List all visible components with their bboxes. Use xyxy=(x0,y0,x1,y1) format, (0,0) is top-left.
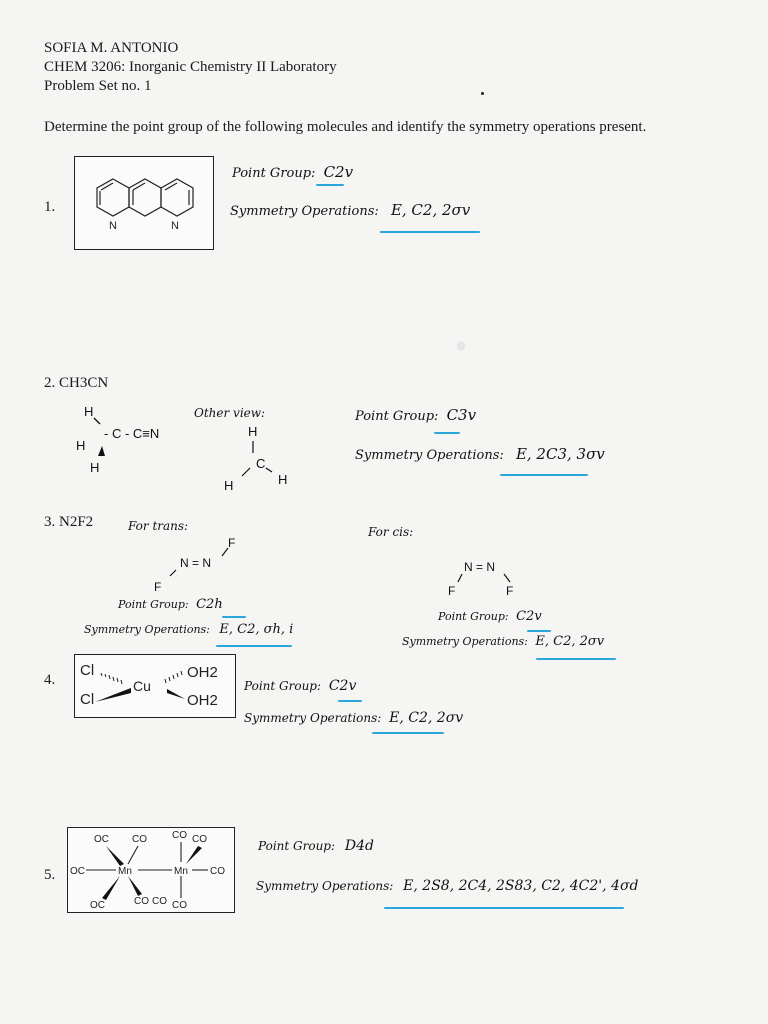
svg-text:CO: CO xyxy=(210,866,225,877)
p1-pg-underline xyxy=(316,184,344,186)
p5-point-group: D4d xyxy=(344,838,374,854)
p1-pg-label: Point Group: C2v xyxy=(232,163,354,181)
cu-complex-structure xyxy=(75,655,235,717)
problem-3-number: 3. N2F2 xyxy=(44,514,94,530)
svg-text:CO: CO xyxy=(152,896,167,907)
p2-operations: E, 2C3, 3σv xyxy=(515,445,605,463)
cu-complex-structure-box xyxy=(74,654,236,718)
p2-ops-label: Symmetry Operations: E, 2C3, 3σv xyxy=(355,445,605,463)
p2-pg-underline xyxy=(434,432,460,434)
svg-text:Cu: Cu xyxy=(133,678,151,694)
p3-cis-ops-underline xyxy=(536,658,616,660)
svg-text:CO: CO xyxy=(134,896,149,907)
svg-text:CO: CO xyxy=(172,830,187,841)
student-name: SOFIA M. ANTONIO xyxy=(44,40,179,56)
for-cis-label: For cis: xyxy=(368,525,414,539)
p3-trans-ops-underline xyxy=(216,645,292,647)
p2-pg-label: Point Group: C3v xyxy=(355,406,477,424)
svg-text:OC: OC xyxy=(90,900,105,911)
p5-ops-label: Symmetry Operations: E, 2S8, 2C4, 2S83, C2, 4C2', 4σd xyxy=(256,878,639,894)
mn2-co10-structure xyxy=(68,828,234,912)
svg-text:CO: CO xyxy=(172,900,187,911)
p3-cis-operations: E, C2, 2σv xyxy=(535,634,605,649)
svg-text:OH2: OH2 xyxy=(187,692,218,709)
n-left: N xyxy=(109,220,117,232)
p4-ops-label: Symmetry Operations: E, C2, 2σv xyxy=(244,710,464,726)
p3-trans-ops-label: Symmetry Operations: E, C2, σh, i xyxy=(84,622,294,637)
p1-operations: E, C2, 2σv xyxy=(390,201,471,219)
p5-operations: E, 2S8, 2C4, 2S83, C2, 4C2', 4σd xyxy=(403,878,639,894)
scan-smudge xyxy=(457,341,465,351)
svg-text:OC: OC xyxy=(70,866,85,877)
p4-point-group: C2v xyxy=(328,678,357,694)
p4-pg-underline xyxy=(338,700,362,702)
p4-operations: E, C2, 2σv xyxy=(389,710,464,726)
p4-pg-label: Point Group: C2v xyxy=(244,678,357,694)
problem-set-title: Problem Set no. 1 xyxy=(44,78,152,94)
p3-trans-operations: E, C2, σh, i xyxy=(219,622,294,637)
instructions: Determine the point group of the following molecules and identify the symmetry operations present. xyxy=(44,119,647,135)
p3-cis-point-group: C2v xyxy=(516,609,542,624)
p2-ops-underline xyxy=(500,474,588,476)
p3-trans-point-group: C2h xyxy=(196,597,223,612)
course-title: CHEM 3206: Inorganic Chemistry II Laboratory xyxy=(44,59,337,75)
problem-2-number: 2. CH3CN xyxy=(44,375,109,391)
p1-ops-underline xyxy=(380,231,480,233)
ch3-other-view: H C H H xyxy=(224,424,288,493)
problem-4-number: 4. xyxy=(44,672,56,688)
svg-text:Cl: Cl xyxy=(80,662,95,679)
svg-text:CO: CO xyxy=(132,834,147,845)
ch3cn-structure: H - C - C≡N H H xyxy=(76,404,160,475)
cis-n2f2-structure: N = N F F xyxy=(448,560,514,598)
svg-text:OC: OC xyxy=(94,834,109,845)
phenanthroline-structure-box xyxy=(74,156,214,250)
p3-trans-pg-label: Point Group: C2h xyxy=(118,597,223,612)
svg-text:CO: CO xyxy=(192,834,207,845)
problem-1-number: 1. xyxy=(44,199,56,215)
p3-cis-ops-label: Symmetry Operations: E, C2, 2σv xyxy=(402,634,605,649)
scan-speck xyxy=(481,92,484,95)
phenanthroline-structure xyxy=(75,157,213,249)
p4-ops-underline xyxy=(372,732,444,734)
p3-cis-pg-label: Point Group: C2v xyxy=(438,609,542,624)
trans-n2f2-structure: F N = N F xyxy=(154,536,236,594)
p3-cis-pg-underline xyxy=(527,630,551,632)
p1-point-group: C2v xyxy=(323,163,354,181)
svg-text:Mn: Mn xyxy=(174,866,188,877)
p5-ops-underline xyxy=(384,907,624,909)
other-view-label: Other view: xyxy=(194,406,266,420)
problem-5-number: 5. xyxy=(44,867,56,883)
p2-point-group: C3v xyxy=(446,406,477,424)
for-trans-label: For trans: xyxy=(128,519,189,533)
p3-trans-pg-underline xyxy=(222,616,246,618)
n-right: N xyxy=(171,220,179,232)
mn2-co10-structure-box xyxy=(67,827,235,913)
p1-ops-label: Symmetry Operations: E, C2, 2σv xyxy=(230,201,471,219)
svg-text:Mn: Mn xyxy=(118,866,132,877)
svg-text:OH2: OH2 xyxy=(187,664,218,681)
p5-pg-label: Point Group: D4d xyxy=(258,838,374,854)
svg-text:Cl: Cl xyxy=(80,691,95,708)
